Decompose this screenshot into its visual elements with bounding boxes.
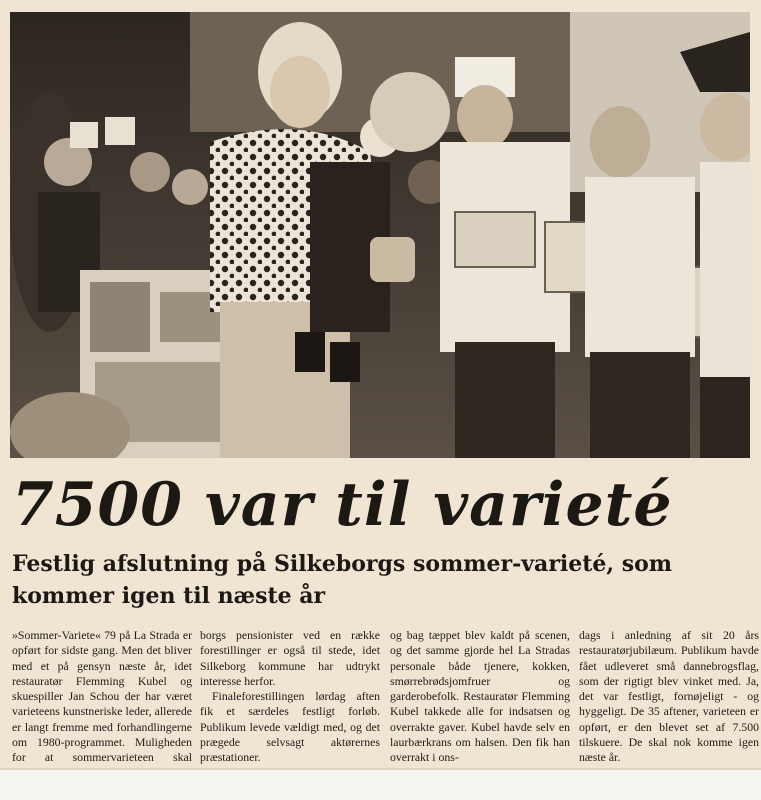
paragraph: borgs pensionister ved en række forestillinger er også til stede, idet Silkeborg kommune har udtrykt interesse herfor. [200, 628, 380, 688]
headline: 7500 var til varieté [12, 470, 673, 540]
article-column-1 [12, 628, 192, 781]
subheadline: Festlig afslutning på Silkeborgs sommer-varieté, som kommer igen til næste år [12, 551, 673, 609]
article-column-2 [200, 628, 380, 781]
stage-photo-illustration [10, 12, 750, 458]
article-body [12, 628, 757, 768]
paragraph: dags i anledning af sit 20 års restauratørjubilæum. Publikum havde fået udleveret små dannebrogsflag, som der rigtigt blev vinket med. Ja, det var festligt, fornøjeligt - og hyggeligt. De 35 aftener, varieteen er opført, er den blevet set af 7.500 tilskuere. De skal nok komme igen næste år. [579, 628, 759, 765]
paragraph: »Sommer-Variete« 79 på La Strada er opført for sidste gang. Men det bliver med et på gensyn næste år, idet restauratør Flemming Kubel og skuespiller Jan Schou der har været varieteens kunstneriske leder, allerede er langt fremme med forhandlingerne om 1980-programmet. Muligheden for at sommervarieteen skal [12, 628, 192, 765]
scan-background [0, 768, 761, 800]
article-column-3 [390, 628, 570, 766]
clipping-edge [0, 768, 761, 770]
paragraph: og bag tæppet blev kaldt på scenen, og det samme gjorde hel La Stradas personale både tjenere, kokken, smørrebrødsjomfruer og garderobefolk. Restauratør Flemming Kubel takkede alle for indsatsen og overrakte gaver. Kubel havde selv en laurbærkrans om halsen. Den fik han overrakt i ons- [390, 628, 570, 765]
news-photo [10, 12, 750, 458]
article-column-4 [579, 628, 759, 766]
paragraph: Finaleforestillingen lørdag aften fik et særdeles festligt forløb. Publikum levede vældigt med, og det prægede selvsagt aktørernes præstationer. [200, 689, 380, 765]
